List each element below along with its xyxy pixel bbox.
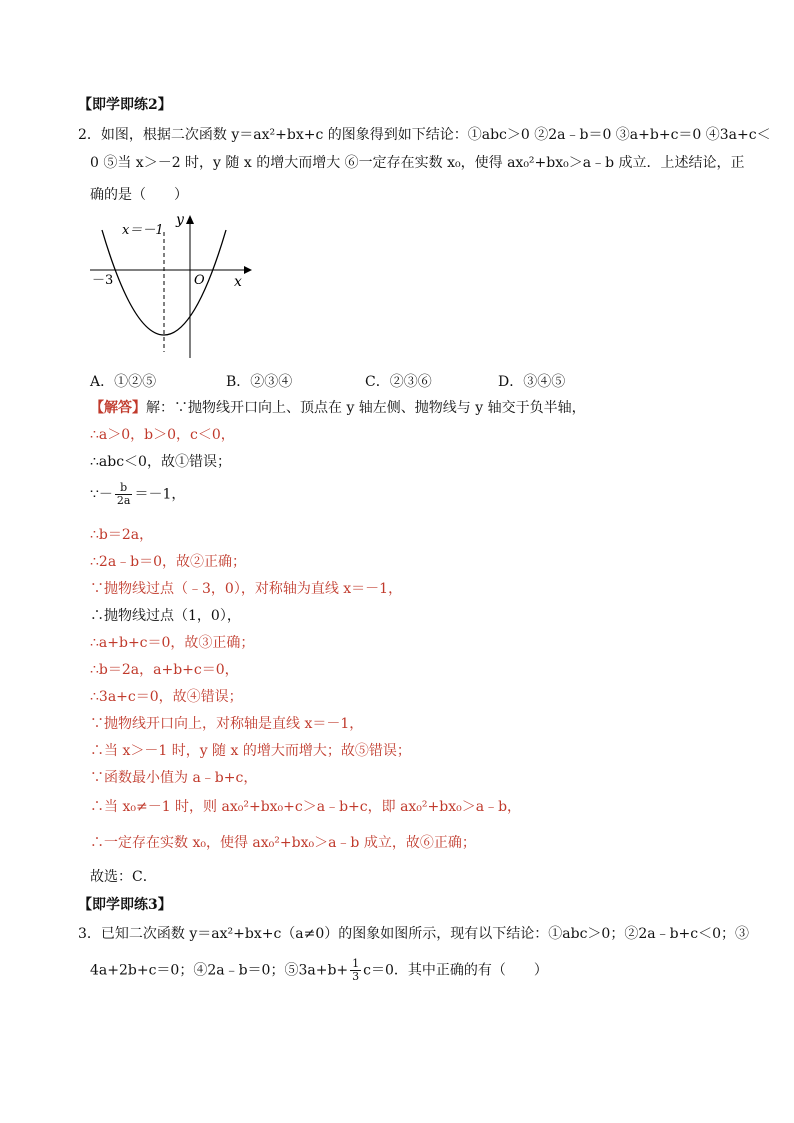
option-c[interactable]: C．②③⑥: [365, 374, 432, 390]
solution-text: 解：∵抛物线开口向上、顶点在 y 轴左侧、抛物线与 y 轴交于负半轴，: [146, 400, 586, 416]
option-a[interactable]: A．①②⑤: [90, 374, 157, 390]
solution-line-1: [90, 399, 586, 417]
option-d[interactable]: D．③④⑤: [498, 374, 566, 390]
question-2-line-2: 0 ⑤当 x＞－2 时，y 随 x 的增大而增大 ⑥一定存在实数 x₀，使得 ax₀²+bx₀＞a﹣b 成立．上述结论，正: [90, 155, 745, 171]
question-2-line-3: 确的是（ ）: [90, 187, 188, 203]
solution-line-5: ∴b＝2a，: [90, 527, 154, 543]
solution-line-15: ∴当 x₀≠－1 时，则 ax₀²+bx₀+c＞a﹣b+c，即 ax₀²+bx₀＞a﹣b，: [90, 799, 522, 815]
y-axis-label: y: [176, 212, 184, 228]
solution-line-2: ∴a＞0，b＞0，c＜0，: [90, 427, 235, 443]
solution-line-14: ∵函数最小值为 a﹣b+c，: [90, 770, 258, 786]
root-label: －3: [92, 273, 114, 288]
solution-line-9: ∴a+b+c＝0，故③正确；: [90, 635, 255, 651]
y-axis-arrow: [186, 215, 194, 224]
solution-line-11: ∴3a+c＝0，故④错误；: [90, 689, 243, 705]
solution-line-17: 故选：C．: [90, 869, 157, 885]
solution-line-12: ∵抛物线开口向上，对称轴是直线 x＝－1，: [90, 716, 364, 732]
solution-line-7: ∵抛物线过点（﹣3，0），对称轴为直线 x＝－1，: [90, 581, 403, 597]
solution-line-6: ∴2a﹣b＝0，故②正确；: [90, 554, 247, 570]
symmetry-axis-label: x＝－1: [122, 223, 164, 238]
solution-line-4: ∵－ $\frac{b}{2a}$ ＝－1，: [90, 481, 186, 507]
solution-tag: 【解答】: [90, 400, 146, 416]
x-axis-label: x: [234, 274, 242, 290]
solution-line-8: ∴抛物线过点（1，0），: [90, 608, 241, 624]
section-title-practice-3: 【即学即练3】: [78, 897, 172, 913]
solution-line-3: ∴abc＜0，故①错误；: [90, 454, 231, 470]
origin-label: O: [194, 273, 205, 288]
question-2-line-1: 2．如图，根据二次函数 y＝ax²+bx+c 的图象得到如下结论：①abc＞0 ②2a﹣b＝0 ③a+b+c＝0 ④3a+c＜: [78, 127, 771, 143]
option-b[interactable]: B．②③④: [226, 374, 293, 390]
x-axis-arrow: [244, 266, 252, 274]
section-title-practice-2: 【即学即练2】: [78, 97, 172, 113]
question-3-line-1: 3．已知二次函数 y＝ax²+bx+c（a≠0）的图象如图所示，现有以下结论：①abc＞0；②2a﹣b+c＜0；③: [78, 926, 750, 942]
solution-line-10: ∴b＝2a，a+b+c＝0，: [90, 662, 239, 678]
fraction-b-over-2a: $\frac{b}{2a}$: [116, 481, 131, 507]
solution-line-16: ∴一定存在实数 x₀，使得 ax₀²+bx₀＞a﹣b 成立，故⑥正确；: [90, 835, 476, 851]
fraction-one-third: $\frac{1}{3}$: [352, 957, 360, 983]
parabola-graph: [86, 210, 256, 370]
solution-line-13: ∴当 x＞－1 时，y 随 x 的增大而增大；故⑤错误；: [90, 743, 411, 759]
question-3-line-2: 4a+2b+c＝0；④2a﹣b＝0；⑤3a+b+ $\frac{1}{3}$ c＝0．其中正确的有（ ）: [90, 957, 548, 983]
